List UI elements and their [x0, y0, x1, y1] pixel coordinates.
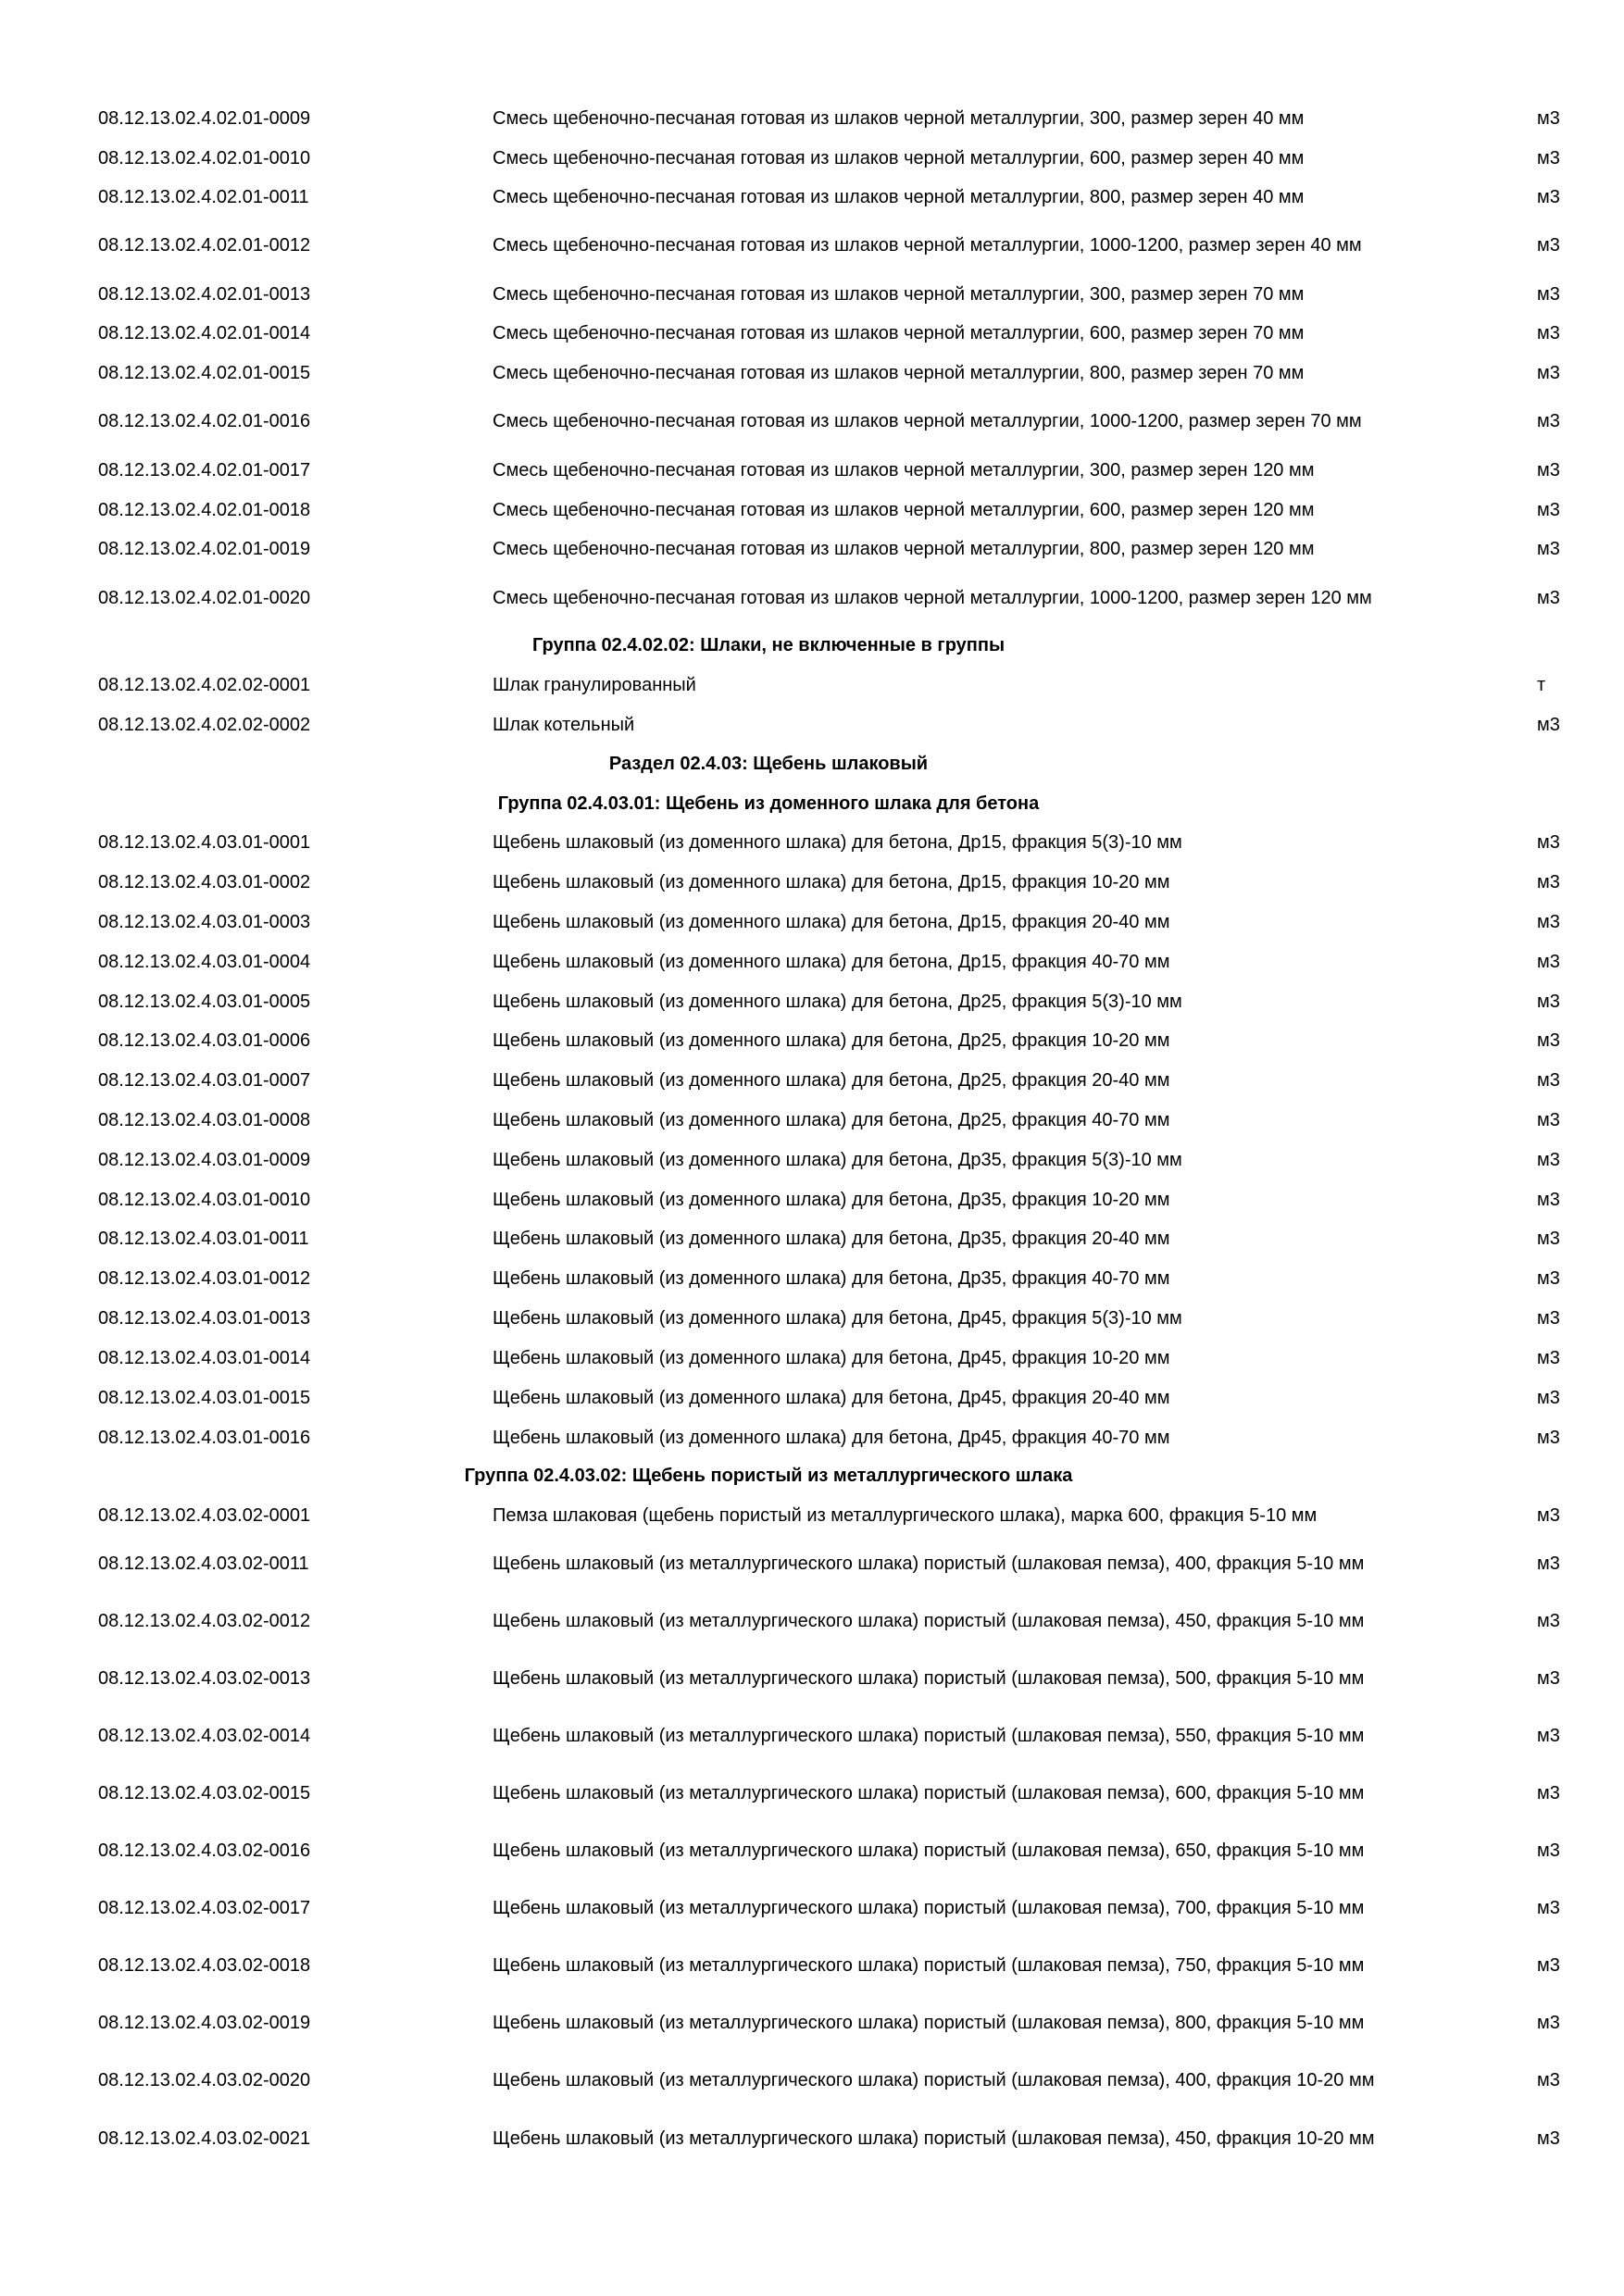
resource-unit: м3 — [1537, 1268, 1560, 1289]
resource-unit: м3 — [1537, 1308, 1560, 1329]
resource-code: 08.12.13.02.4.03.01-0003 — [98, 912, 311, 932]
resource-description: Щебень шлаковый (из доменного шлака) для бетона, Др25, фракция 10-20 мм — [493, 1030, 1170, 1051]
resource-unit: м3 — [1537, 460, 1560, 480]
resource-code: 08.12.13.02.4.02.01-0014 — [98, 323, 311, 343]
resource-unit: м3 — [1537, 1955, 1560, 1976]
resource-description: Смесь щебеночно-песчаная готовая из шлаков черной металлургии, 300, размер зерен 70 мм — [493, 284, 1305, 305]
resource-code: 08.12.13.02.4.03.02-0011 — [98, 1554, 309, 1574]
resource-unit: м3 — [1537, 1150, 1560, 1170]
resource-description: Щебень шлаковый (из доменного шлака) для бетона, Др25, фракция 20-40 мм — [493, 1070, 1170, 1091]
resource-code: 08.12.13.02.4.02.01-0017 — [98, 460, 311, 480]
resource-unit: м3 — [1537, 1611, 1560, 1631]
resource-description: Щебень шлаковый (из металлургического шлака) пористый (шлаковая пемза), 500, фракция 5-10 мм — [493, 1668, 1365, 1689]
resource-code: 08.12.13.02.4.03.01-0002 — [98, 872, 311, 892]
resource-description: Щебень шлаковый (из металлургического шлака) пористый (шлаковая пемза), 450, фракция 10-20 мм — [493, 2128, 1375, 2149]
resource-code: 08.12.13.02.4.02.01-0019 — [98, 539, 311, 559]
resource-code: 08.12.13.02.4.03.01-0016 — [98, 1428, 311, 1448]
resource-description: Смесь щебеночно-песчаная готовая из шлаков черной металлургии, 800, размер зерен 70 мм — [493, 363, 1305, 383]
resource-code: 08.12.13.02.4.03.02-0016 — [98, 1841, 311, 1861]
resource-description: Щебень шлаковый (из металлургического шлака) пористый (шлаковая пемза), 400, фракция 10-20 мм — [493, 2070, 1375, 2090]
resource-code: 08.12.13.02.4.03.01-0013 — [98, 1308, 311, 1329]
resource-code: 08.12.13.02.4.03.02-0001 — [98, 1505, 311, 1526]
resource-code: 08.12.13.02.4.03.01-0015 — [98, 1388, 311, 1408]
section-heading-text: Раздел 02.4.03: Щебень шлаковый — [608, 754, 929, 774]
resource-unit: м3 — [1537, 1070, 1560, 1091]
resource-code: 08.12.13.02.4.03.02-0018 — [98, 1955, 311, 1976]
resource-code: 08.12.13.02.4.03.02-0012 — [98, 1611, 311, 1631]
resource-description: Щебень шлаковый (из доменного шлака) для бетона, Др45, фракция 10-20 мм — [493, 1348, 1170, 1368]
resource-code: 08.12.13.02.4.03.01-0011 — [98, 1229, 309, 1249]
resource-code: 08.12.13.02.4.03.02-0019 — [98, 2013, 311, 2033]
resource-code: 08.12.13.02.4.03.01-0005 — [98, 992, 311, 1012]
resource-description: Щебень шлаковый (из металлургического шлака) пористый (шлаковая пемза), 750, фракция 5-10 мм — [493, 1955, 1365, 1976]
resource-unit: м3 — [1537, 1668, 1560, 1689]
resource-code: 08.12.13.02.4.02.01-0012 — [98, 235, 311, 256]
resource-description: Щебень шлаковый (из доменного шлака) для бетона, Др35, фракция 10-20 мм — [493, 1190, 1170, 1210]
resource-unit: м3 — [1537, 148, 1560, 168]
section-heading — [0, 753, 1624, 775]
resource-description: Щебень шлаковый (из доменного шлака) для бетона, Др15, фракция 5(3)-10 мм — [493, 832, 1182, 853]
resource-description: Щебень шлаковый (из доменного шлака) для бетона, Др35, фракция 40-70 мм — [493, 1268, 1170, 1289]
resource-description: Щебень шлаковый (из доменного шлака) для бетона, Др35, фракция 5(3)-10 мм — [493, 1150, 1182, 1170]
resource-unit: м3 — [1537, 952, 1560, 972]
resource-code: 08.12.13.02.4.02.01-0011 — [98, 187, 309, 207]
resource-code: 08.12.13.02.4.03.01-0004 — [98, 952, 311, 972]
section-heading-text: Группа 02.4.03.02: Щебень пористый из металлургического шлака — [464, 1466, 1073, 1486]
resource-description: Щебень шлаковый (из доменного шлака) для бетона, Др15, фракция 20-40 мм — [493, 912, 1170, 932]
resource-unit: т — [1537, 675, 1546, 695]
resource-description: Смесь щебеночно-песчаная готовая из шлаков черной металлургии, 300, размер зерен 120 мм — [493, 460, 1315, 480]
resource-code: 08.12.13.02.4.03.02-0013 — [98, 1668, 311, 1689]
resource-description: Смесь щебеночно-песчаная готовая из шлаков черной металлургии, 1000-1200, размер зерен 120 мм — [493, 588, 1372, 608]
resource-unit: м3 — [1537, 1190, 1560, 1210]
section-heading — [0, 1465, 1624, 1487]
resource-description: Щебень шлаковый (из доменного шлака) для бетона, Др25, фракция 5(3)-10 мм — [493, 992, 1182, 1012]
resource-unit: м3 — [1537, 992, 1560, 1012]
section-heading-text: Группа 02.4.03.01: Щебень из доменного шлака для бетона — [497, 793, 1040, 814]
resource-unit: м3 — [1537, 2070, 1560, 2090]
resource-description: Смесь щебеночно-песчаная готовая из шлаков черной металлургии, 300, размер зерен 40 мм — [493, 108, 1305, 129]
resource-unit: м3 — [1537, 1783, 1560, 1803]
resource-code: 08.12.13.02.4.02.02-0002 — [98, 715, 311, 735]
resource-unit: м3 — [1537, 832, 1560, 853]
resource-code: 08.12.13.02.4.03.01-0010 — [98, 1190, 311, 1210]
resource-code: 08.12.13.02.4.03.01-0008 — [98, 1110, 311, 1130]
resource-code: 08.12.13.02.4.03.02-0021 — [98, 2128, 311, 2149]
resource-unit: м3 — [1537, 363, 1560, 383]
resource-code: 08.12.13.02.4.03.01-0006 — [98, 1030, 311, 1051]
resource-description: Щебень шлаковый (из доменного шлака) для бетона, Др45, фракция 40-70 мм — [493, 1428, 1170, 1448]
resource-code: 08.12.13.02.4.03.02-0020 — [98, 2070, 311, 2090]
resource-code: 08.12.13.02.4.03.01-0001 — [98, 832, 311, 853]
resource-unit: м3 — [1537, 539, 1560, 559]
resource-description: Смесь щебеночно-песчаная готовая из шлаков черной металлургии, 800, размер зерен 40 мм — [493, 187, 1305, 207]
resource-unit: м3 — [1537, 1505, 1560, 1526]
section-heading — [0, 634, 1624, 656]
resource-description: Щебень шлаковый (из металлургического шлака) пористый (шлаковая пемза), 600, фракция 5-10 мм — [493, 1783, 1365, 1803]
resource-unit: м3 — [1537, 235, 1560, 256]
resource-unit: м3 — [1537, 1348, 1560, 1368]
resource-description: Смесь щебеночно-песчаная готовая из шлаков черной металлургии, 1000-1200, размер зерен 70 мм — [493, 411, 1362, 431]
resource-unit: м3 — [1537, 108, 1560, 129]
resource-unit: м3 — [1537, 1388, 1560, 1408]
resource-description: Щебень шлаковый (из доменного шлака) для бетона, Др15, фракция 10-20 мм — [493, 872, 1170, 892]
resource-unit: м3 — [1537, 1554, 1560, 1574]
resource-code: 08.12.13.02.4.03.01-0009 — [98, 1150, 311, 1170]
resource-code: 08.12.13.02.4.02.01-0013 — [98, 284, 311, 305]
resource-code: 08.12.13.02.4.03.02-0017 — [98, 1898, 311, 1918]
resource-unit: м3 — [1537, 2013, 1560, 2033]
resource-description: Шлак котельный — [493, 715, 635, 735]
resource-description: Щебень шлаковый (из металлургического шлака) пористый (шлаковая пемза), 700, фракция 5-10 мм — [493, 1898, 1365, 1918]
resource-unit: м3 — [1537, 1841, 1560, 1861]
resource-description: Смесь щебеночно-песчаная готовая из шлаков черной металлургии, 800, размер зерен 120 мм — [493, 539, 1315, 559]
resource-code: 08.12.13.02.4.02.01-0020 — [98, 588, 311, 608]
resource-code: 08.12.13.02.4.03.01-0014 — [98, 1348, 311, 1368]
resource-unit: м3 — [1537, 2128, 1560, 2149]
resource-unit: м3 — [1537, 588, 1560, 608]
resource-description: Щебень шлаковый (из доменного шлака) для бетона, Др45, фракция 20-40 мм — [493, 1388, 1170, 1408]
resource-description: Щебень шлаковый (из доменного шлака) для бетона, Др15, фракция 40-70 мм — [493, 952, 1170, 972]
resource-description: Щебень шлаковый (из доменного шлака) для бетона, Др25, фракция 40-70 мм — [493, 1110, 1170, 1130]
resource-unit: м3 — [1537, 1428, 1560, 1448]
resource-description: Щебень шлаковый (из доменного шлака) для бетона, Др45, фракция 5(3)-10 мм — [493, 1308, 1182, 1329]
resource-unit: м3 — [1537, 872, 1560, 892]
resource-unit: м3 — [1537, 1229, 1560, 1249]
resource-description: Щебень шлаковый (из металлургического шлака) пористый (шлаковая пемза), 800, фракция 5-10 мм — [493, 2013, 1365, 2033]
resource-code: 08.12.13.02.4.02.01-0010 — [98, 148, 311, 168]
resource-unit: м3 — [1537, 912, 1560, 932]
resource-unit: м3 — [1537, 187, 1560, 207]
resource-code: 08.12.13.02.4.03.02-0015 — [98, 1783, 311, 1803]
section-heading — [0, 792, 1624, 815]
resource-code: 08.12.13.02.4.03.02-0014 — [98, 1726, 311, 1746]
resource-description: Смесь щебеночно-песчаная готовая из шлаков черной металлургии, 600, размер зерен 40 мм — [493, 148, 1305, 168]
resource-unit: м3 — [1537, 411, 1560, 431]
resource-code: 08.12.13.02.4.02.01-0009 — [98, 108, 311, 129]
resource-code: 08.12.13.02.4.02.01-0018 — [98, 500, 311, 520]
resource-unit: м3 — [1537, 1030, 1560, 1051]
resource-code: 08.12.13.02.4.02.02-0001 — [98, 675, 311, 695]
resource-unit: м3 — [1537, 500, 1560, 520]
resource-unit: м3 — [1537, 715, 1560, 735]
resource-unit: м3 — [1537, 1898, 1560, 1918]
resource-description: Щебень шлаковый (из металлургического шлака) пористый (шлаковая пемза), 650, фракция 5-10 мм — [493, 1841, 1365, 1861]
resource-code: 08.12.13.02.4.02.01-0015 — [98, 363, 311, 383]
resource-description: Щебень шлаковый (из металлургического шлака) пористый (шлаковая пемза), 550, фракция 5-10 мм — [493, 1726, 1365, 1746]
resource-description: Смесь щебеночно-песчаная готовая из шлаков черной металлургии, 600, размер зерен 120 мм — [493, 500, 1315, 520]
resource-code: 08.12.13.02.4.03.01-0012 — [98, 1268, 311, 1289]
section-heading-text: Группа 02.4.02.02: Шлаки, не включенные в группы — [531, 635, 1006, 655]
resource-code: 08.12.13.02.4.02.01-0016 — [98, 411, 311, 431]
resource-unit: м3 — [1537, 1110, 1560, 1130]
resource-unit: м3 — [1537, 323, 1560, 343]
resource-description: Щебень шлаковый (из доменного шлака) для бетона, Др35, фракция 20-40 мм — [493, 1229, 1170, 1249]
resource-unit: м3 — [1537, 284, 1560, 305]
resource-description: Щебень шлаковый (из металлургического шлака) пористый (шлаковая пемза), 400, фракция 5-10 мм — [493, 1554, 1365, 1574]
resource-description: Шлак гранулированный — [493, 675, 696, 695]
resource-code: 08.12.13.02.4.03.01-0007 — [98, 1070, 311, 1091]
resource-description: Смесь щебеночно-песчаная готовая из шлаков черной металлургии, 1000-1200, размер зерен 40 мм — [493, 235, 1362, 256]
resource-description: Щебень шлаковый (из металлургического шлака) пористый (шлаковая пемза), 450, фракция 5-10 мм — [493, 1611, 1365, 1631]
resource-description: Смесь щебеночно-песчаная готовая из шлаков черной металлургии, 600, размер зерен 70 мм — [493, 323, 1305, 343]
resource-unit: м3 — [1537, 1726, 1560, 1746]
resource-description: Пемза шлаковая (щебень пористый из металлургического шлака), марка 600, фракция 5-10 мм — [493, 1505, 1318, 1526]
